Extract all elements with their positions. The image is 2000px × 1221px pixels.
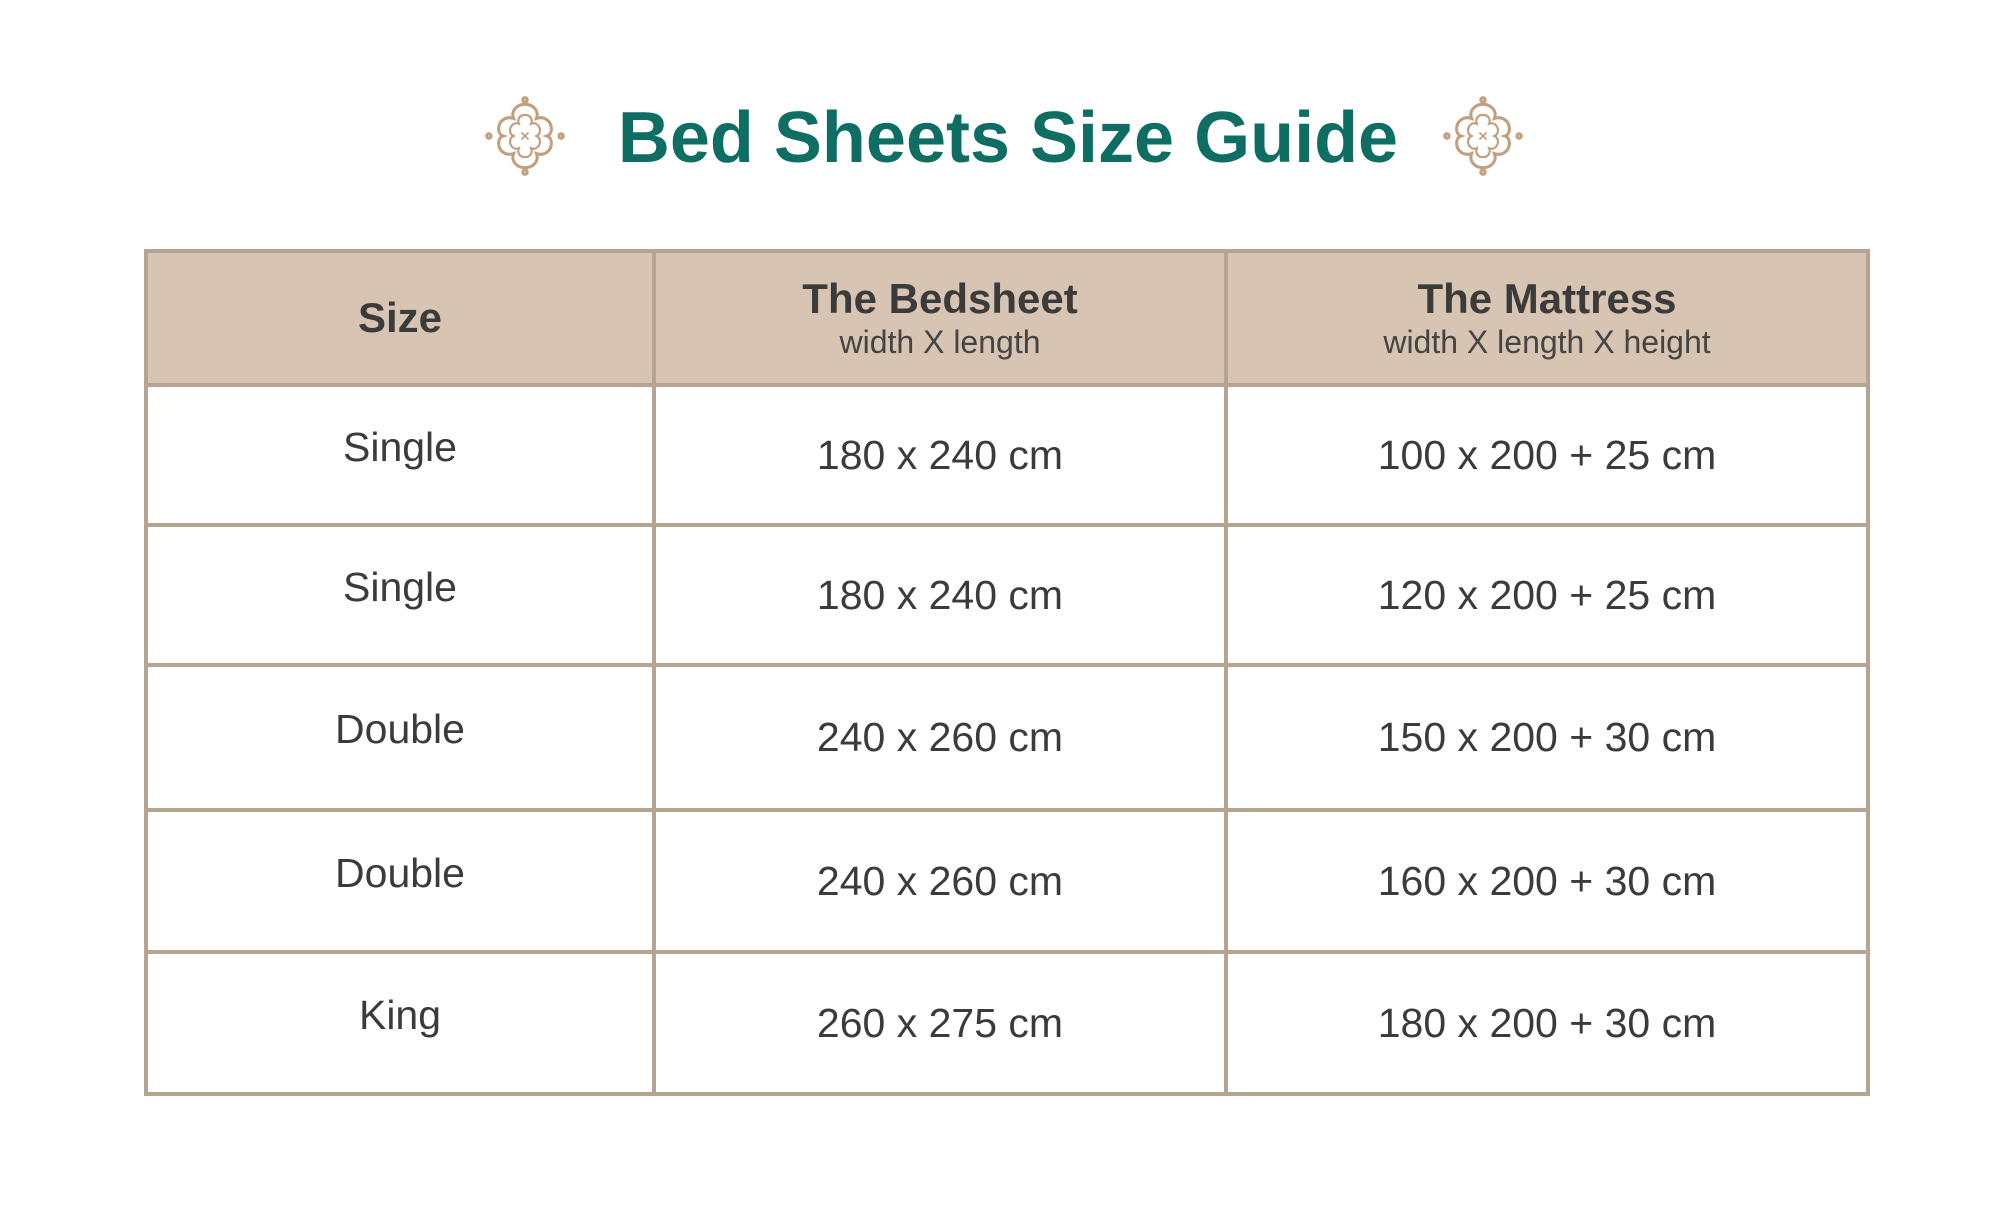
table-row xyxy=(146,952,1868,1094)
header-bedsheet xyxy=(654,251,1226,385)
flower-ornament-icon xyxy=(1439,92,1527,180)
cell-bedsheet: 260 x 275 cm xyxy=(654,952,1226,1094)
cell-bedsheet: 240 x 260 cm xyxy=(654,665,1226,810)
cell-bedsheet: 180 x 240 cm xyxy=(654,385,1226,525)
header-mattress xyxy=(1226,251,1868,385)
cell-size: Double xyxy=(146,665,654,810)
table-row xyxy=(146,810,1868,952)
cell-mattress: 180 x 200 + 30 cm xyxy=(1226,952,1868,1094)
header-mattress-label: The Mattress xyxy=(1417,275,1677,322)
page-title: Bed Sheets Size Guide xyxy=(617,98,1399,178)
cell-size: King xyxy=(146,952,654,1094)
table-header-row xyxy=(146,251,1868,385)
cell-mattress: 120 x 200 + 25 cm xyxy=(1226,525,1868,665)
cell-size: Double xyxy=(146,810,654,952)
title-row xyxy=(0,88,2000,188)
size-guide-table xyxy=(144,249,1870,1096)
cell-mattress: 150 x 200 + 30 cm xyxy=(1226,665,1868,810)
cell-size: Single xyxy=(146,385,654,525)
header-bedsheet-sublabel: width X length xyxy=(839,324,1041,360)
cell-mattress: 160 x 200 + 30 cm xyxy=(1226,810,1868,952)
header-size-label: Size xyxy=(357,294,443,341)
header-size xyxy=(146,251,654,385)
cell-bedsheet: 180 x 240 cm xyxy=(654,525,1226,665)
header-mattress-sublabel: width X length X height xyxy=(1383,324,1711,360)
header-bedsheet-label: The Bedsheet xyxy=(802,275,1078,322)
cell-size: Single xyxy=(146,525,654,665)
table-row xyxy=(146,385,1868,525)
table-row xyxy=(146,665,1868,810)
cell-mattress: 100 x 200 + 25 cm xyxy=(1226,385,1868,525)
cell-bedsheet: 240 x 260 cm xyxy=(654,810,1226,952)
table-row xyxy=(146,525,1868,665)
